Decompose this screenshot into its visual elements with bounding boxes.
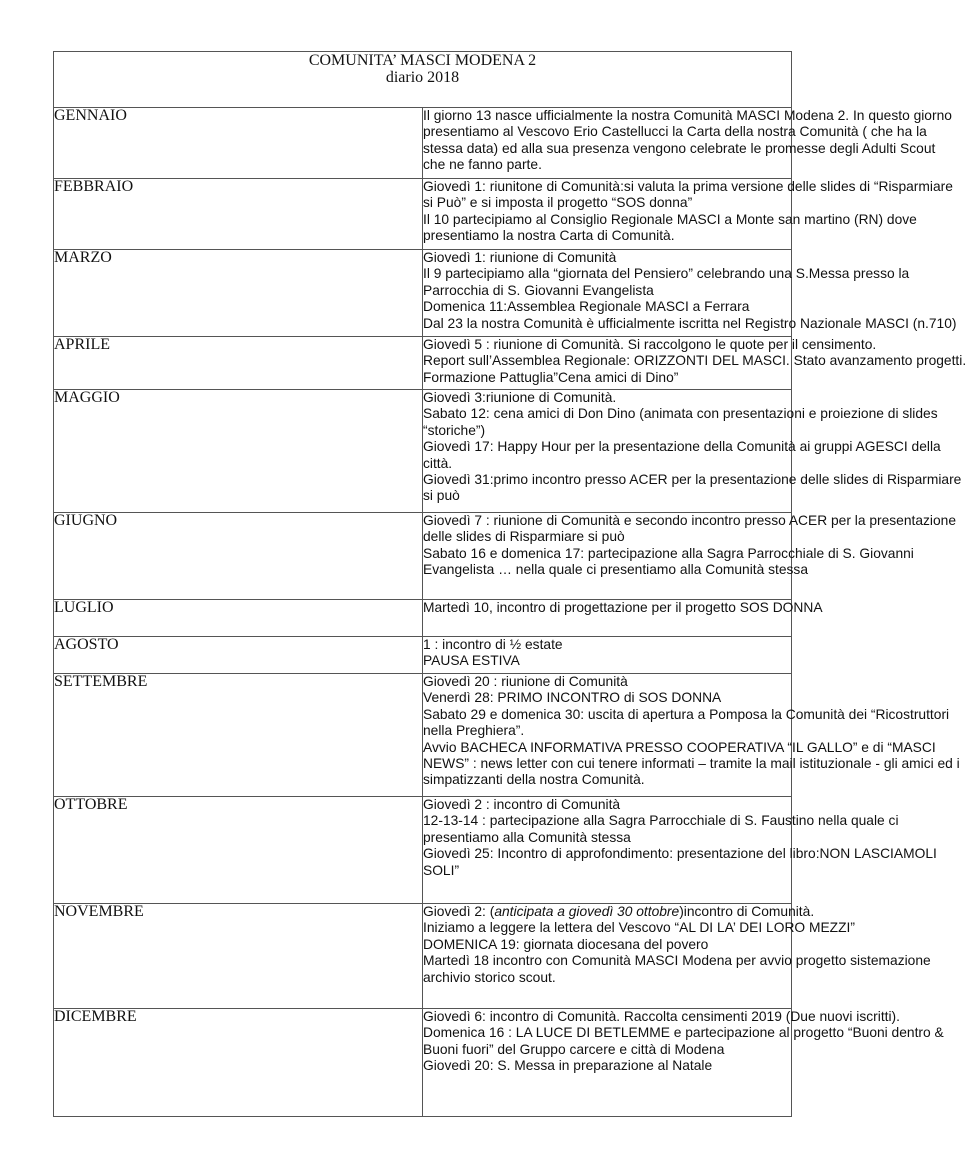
- month-entries: [423, 513, 957, 600]
- entry-line: Report sull’Assemblea Regionale: ORIZZONTI DEL MASCI. Stato avanzamento progetti.: [423, 353, 966, 369]
- month-row: [54, 904, 792, 1009]
- month-name: GIUGNO: [54, 513, 423, 600]
- header-row: [54, 52, 792, 108]
- month-name: NOVEMBRE: [54, 904, 423, 1009]
- month-row: [54, 250, 792, 337]
- month-name: OTTOBRE: [54, 797, 423, 904]
- month-entries: [423, 337, 966, 390]
- entry-line: presentiamo la nostra Carta di Comunità.: [423, 228, 675, 244]
- month-entries: [423, 637, 792, 674]
- entry-line: NEWS” : news letter con cui tenere informati – tramite la mail istituzionale - gli amici ed i: [423, 756, 960, 772]
- entry-line: Giovedì 20 : riunione di Comunità: [423, 674, 628, 689]
- entry-line: simpatizzanti della nostra Comunità.: [423, 772, 645, 788]
- entry-line: archivio storico scout.: [423, 969, 556, 985]
- entry-line: Giovedì 25: Incontro di approfondimento: presentazione del libro:NON LASCIAMOLI: [423, 846, 937, 862]
- month-row: [54, 674, 792, 797]
- entry-line: Martedì 18 incontro con Comunità MASCI Modena per avvio progetto sistemazione: [423, 953, 931, 969]
- entry-line: stessa data) ed alla sua presenza vengono celebrate le promesse degli Adulti Scout: [423, 140, 936, 156]
- entry-line: Dal 23 la nostra Comunità è ufficialmente iscritta nel Registro Nazionale MASCI (n.710): [423, 315, 957, 331]
- month-entries: [423, 1009, 944, 1117]
- entry-line: Sabato 29 e domenica 30: uscita di apertura a Pomposa la Comunità dei “Ricostruttori: [423, 706, 950, 722]
- diary-subtitle: diario 2018: [385, 69, 460, 86]
- month-row: [54, 179, 792, 250]
- diary-table: [53, 51, 966, 1117]
- month-name: MARZO: [54, 250, 423, 337]
- month-entries: [423, 904, 931, 1009]
- entry-line: Giovedì 6: incontro di Comunità. Raccolta censimenti 2019 (Due nuovi iscritti).: [423, 1009, 900, 1024]
- entry-line: Il giorno 13 nasce ufficialmente la nostra Comunità MASCI Modena 2. In questo giorno: [423, 108, 952, 123]
- entry-line: presentiamo alla Comunità stessa: [423, 829, 631, 845]
- entry-line: 1 : incontro di ½ estate: [423, 637, 563, 652]
- month-name: DICEMBRE: [54, 1009, 423, 1117]
- month-entries: [423, 797, 937, 904]
- entry-line: città.: [423, 455, 453, 471]
- entry-line: PAUSA ESTIVA: [423, 653, 520, 669]
- entry-line: Sabato 12: cena amici di Don Dino (animata con presentazioni e proiezione di slides: [423, 406, 938, 422]
- entry-line: Venerdì 28: PRIMO INCONTRO di SOS DONNA: [423, 690, 722, 706]
- entry-line: Buoni fuori” del Gruppo carcere e città di Modena: [423, 1041, 725, 1057]
- entry-line: Parrocchia di S. Giovanni Evangelista: [423, 282, 654, 298]
- month-name: MAGGIO: [54, 390, 423, 513]
- entry-line: Giovedì 5 : riunione di Comunità. Si raccolgono le quote per il censimento.: [423, 337, 877, 352]
- month-name: APRILE: [54, 337, 423, 390]
- month-row: [54, 1009, 792, 1117]
- entry-line: Il 10 partecipiamo al Consiglio Regionale MASCI a Monte san martino (RN) dove: [423, 211, 917, 227]
- month-entries: [423, 674, 960, 797]
- month-entries: [423, 108, 952, 179]
- diary-title: COMUNITA’ MASCI MODENA 2: [308, 52, 537, 69]
- month-entries: [423, 390, 962, 513]
- entry-line: delle slides di Risparmiare si può: [423, 529, 625, 545]
- month-entries: [423, 250, 957, 337]
- month-row: [54, 337, 792, 390]
- entry-line: nella Preghiera”.: [423, 723, 525, 739]
- entry-line: Evangelista … nella quale ci presentiamo alla Comunità stessa: [423, 562, 808, 578]
- entry-line: Giovedì 2: (anticipata a giovedì 30 ottobre)incontro di Comunità.: [423, 904, 815, 919]
- entry-line: Giovedì 7 : riunione di Comunità e secondo incontro presso ACER per la presentazione: [423, 513, 957, 528]
- entry-line: Giovedì 2 : incontro di Comunità: [423, 797, 621, 812]
- entry-line: Formazione Pattuglia”Cena amici di Dino”: [423, 369, 679, 385]
- entry-line: Domenica 16 : LA LUCE DI BETLEMME e partecipazione al progetto “Buoni dentro &: [423, 1025, 944, 1041]
- month-row: [54, 797, 792, 904]
- entry-line: “storiche”): [423, 422, 486, 438]
- month-entries: [423, 179, 953, 250]
- entry-line: Giovedì 17: Happy Hour per la presentazione della Comunità ai gruppi AGESCI della: [423, 439, 941, 455]
- entry-line: Avvio BACHECA INFORMATIVA PRESSO COOPERATIVA “IL GALLO” e di “MASCI: [423, 739, 936, 755]
- entry-line: Martedì 10, incontro di progettazione per il progetto SOS DONNA: [423, 600, 823, 615]
- month-row: [54, 390, 792, 513]
- entry-line: Giovedì 3:riunione di Comunità.: [423, 390, 617, 405]
- month-name: AGOSTO: [54, 637, 423, 674]
- entry-line: si può: [423, 488, 460, 504]
- entry-line: che ne fanno parte.: [423, 157, 542, 173]
- month-row: [54, 600, 792, 637]
- entry-line: Domenica 11:Assemblea Regionale MASCI a Ferrara: [423, 299, 750, 315]
- entry-line: Il 9 partecipiamo alla “giornata del Pensiero” celebrando una S.Messa presso la: [423, 266, 910, 282]
- month-row: [54, 637, 792, 674]
- entry-line: presentiamo al Vescovo Erio Castellucci la Carta della nostra Comunità ( che ha la: [423, 124, 927, 140]
- month-name: SETTEMBRE: [54, 674, 423, 797]
- header-cell: [54, 52, 792, 108]
- month-name: LUGLIO: [54, 600, 423, 637]
- entry-line: SOLI”: [423, 862, 460, 878]
- month-row: [54, 513, 792, 600]
- diary-body: [54, 52, 966, 1117]
- month-row: [54, 108, 792, 179]
- entry-line: DOMENICA 19: giornata diocesana del povero: [423, 936, 709, 952]
- month-name: GENNAIO: [54, 108, 423, 179]
- month-entries: [423, 600, 823, 637]
- entry-line: Giovedì 1: riunitone di Comunità:si valuta la prima versione delle slides di “Risparmiare: [423, 179, 953, 194]
- entry-line: Giovedì 31:primo incontro presso ACER per la presentazione delle slides di Risparmiare: [423, 472, 962, 488]
- entry-line: Giovedì 1: riunione di Comunità: [423, 250, 617, 265]
- entry-line: si Può” e si imposta il progetto “SOS donna”: [423, 195, 693, 211]
- month-name: FEBBRAIO: [54, 179, 423, 250]
- entry-line: Iniziamo a leggere la lettera del Vescovo “AL DI LA’ DEI LORO MEZZI”: [423, 920, 855, 936]
- entry-line: Giovedì 20: S. Messa in preparazione al Natale: [423, 1058, 713, 1074]
- entry-line: Sabato 16 e domenica 17: partecipazione alla Sagra Parrocchiale di S. Giovanni: [423, 545, 914, 561]
- entry-line: 12-13-14 : partecipazione alla Sagra Parrocchiale di S. Faustino nella quale ci: [423, 813, 899, 829]
